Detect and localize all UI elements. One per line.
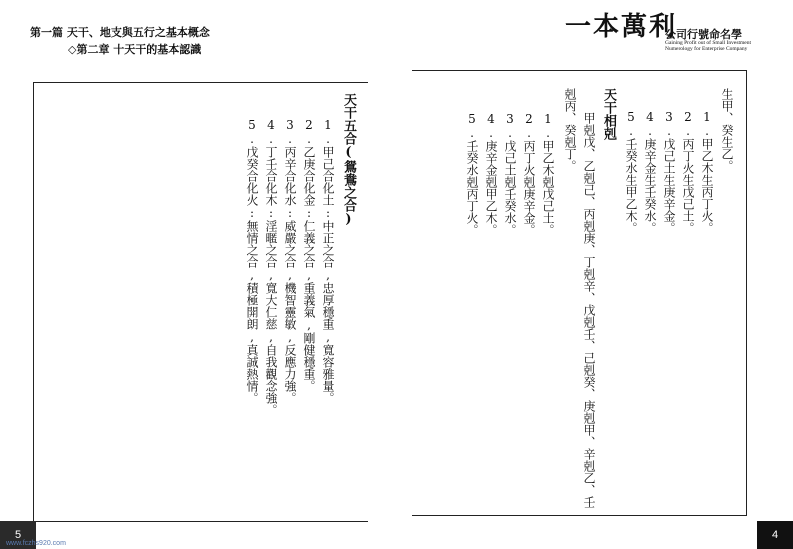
text-column: 1.甲乙木生丙丁火。 (700, 110, 714, 234)
logo-category: 公司行號命名學 (665, 28, 742, 41)
text-column: 2.乙庚合化金:仁義之合,重義氣,剛健穩重。 (302, 118, 316, 392)
text-column: 3.丙辛合化水:威嚴之合,機智靈敏,反應力強。 (283, 118, 297, 404)
text-column: 5.壬癸水生甲乙木。 (624, 110, 638, 234)
text-column: 5.壬癸水剋丙丁火。 (465, 112, 479, 236)
header-left (30, 24, 210, 58)
text-column: 4.丁壬合化木:淫暱之合,寬大仁慈,自我觀念強。 (264, 118, 278, 416)
text-column: 剋丙、癸剋丁。 (563, 88, 577, 172)
logo-english-line2: Numerology for Enterprise Company (665, 46, 748, 52)
logo-english (665, 40, 751, 52)
text-column: 3.戊己土生庚辛金。 (662, 110, 676, 234)
text-column: 4.庚辛金生壬癸水。 (643, 110, 657, 234)
left-page-frame (33, 82, 368, 522)
text-column: 1.甲己合化土:中正之合,忠厚穩重,寬容雅量。 (321, 118, 335, 404)
logo-english-line1: Gaining Profit out of Small Investment (665, 40, 752, 46)
logo-brand: 一本萬利 (565, 12, 678, 42)
text-column: 甲剋戊、乙剋己、丙剋庚、丁剋辛、戊剋壬、己剋癸、庚剋甲、辛剋乙、壬 (582, 112, 596, 508)
section-heading: 天干五合(鴛鴦之合) (341, 93, 356, 227)
text-column: 生甲、癸生乙。 (720, 88, 734, 172)
text-column: 2.丙丁火生戊己土。 (681, 110, 695, 234)
right-page-frame (412, 70, 747, 516)
text-column: 2.丙丁火剋庚辛金。 (522, 112, 536, 236)
page-number-left: 5 (0, 521, 36, 549)
text-column: 3.戊己土剋壬癸水。 (503, 112, 517, 236)
text-column: 4.庚辛金剋甲乙木。 (484, 112, 498, 236)
text-column: 1.甲乙木剋戊己土。 (541, 112, 555, 236)
chapter-title: 第一篇 天干、地支與五行之基本概念 (30, 26, 210, 39)
publisher-logo (565, 12, 755, 56)
section-heading: 天干相剋 (601, 88, 616, 140)
text-column: 5.戊癸合化火:無情之合,積極開朗,真誠熱情。 (245, 118, 259, 404)
section-title: ◇第二章 十天干的基本認識 (68, 43, 202, 56)
page-number-right: 4 (757, 521, 793, 549)
site-watermark: www.fczhs920.com (6, 540, 66, 547)
